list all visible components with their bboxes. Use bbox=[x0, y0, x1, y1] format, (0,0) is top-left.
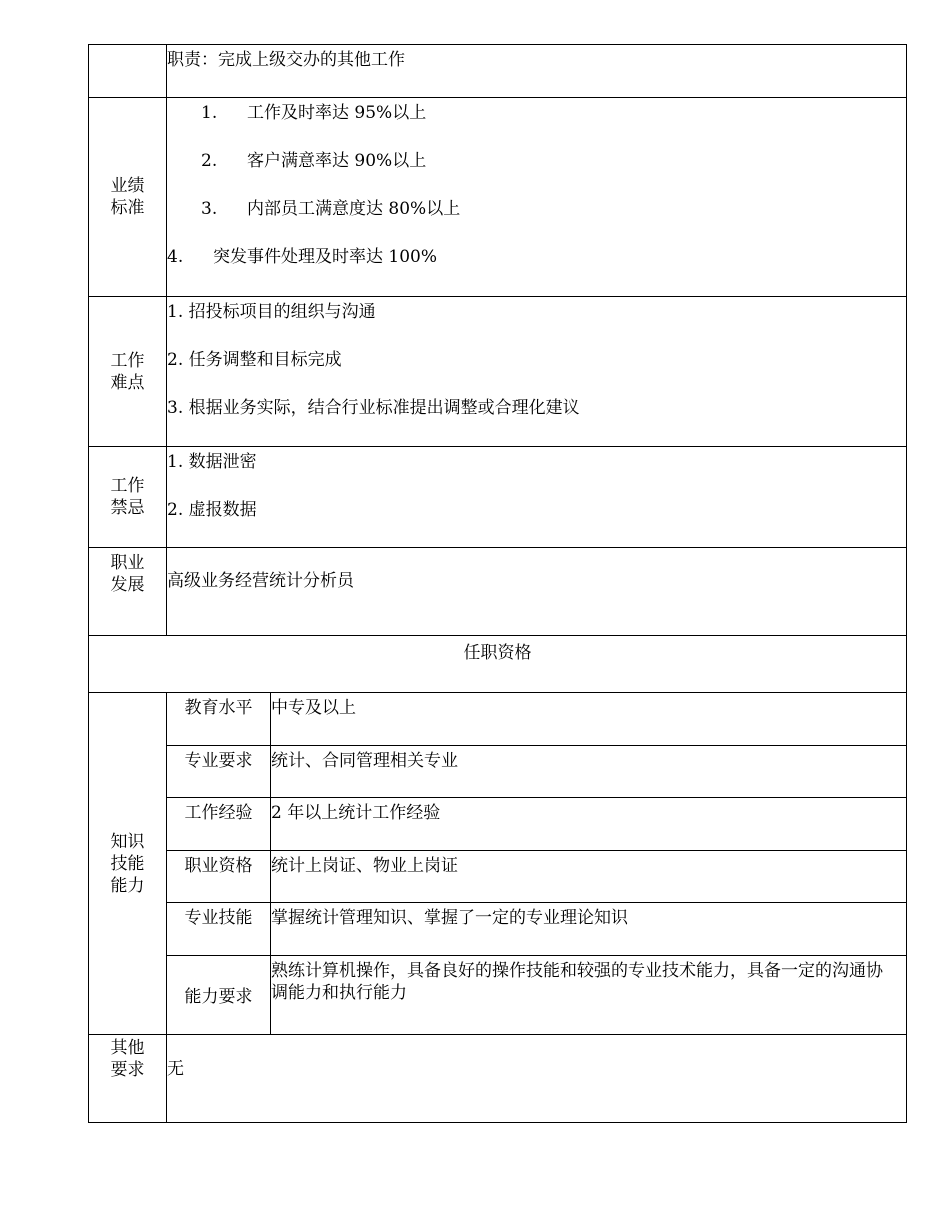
taboos-row bbox=[89, 447, 907, 548]
qualifications-header-row bbox=[89, 636, 907, 693]
taboos-content bbox=[167, 447, 907, 548]
knowledge-row bbox=[89, 903, 907, 956]
taboos-label bbox=[89, 447, 167, 548]
item-number: 3. bbox=[201, 199, 218, 219]
career-row bbox=[89, 548, 907, 636]
performance-content bbox=[167, 98, 907, 297]
knowledge-item-name: 工作经验 bbox=[167, 798, 271, 851]
career-label bbox=[89, 548, 167, 636]
other-text: 无 bbox=[167, 1058, 184, 1079]
career-label-line2: 发展 bbox=[110, 575, 145, 595]
difficulties-label-line2: 难点 bbox=[110, 372, 145, 393]
career-text: 高级业务经营统计分析员 bbox=[167, 571, 354, 591]
performance-label bbox=[89, 98, 167, 297]
other-content bbox=[167, 1035, 907, 1123]
knowledge-label bbox=[89, 693, 167, 1035]
taboo-item: 1. 数据泄密 bbox=[167, 452, 257, 472]
difficulties-label-line1: 工作 bbox=[110, 350, 145, 371]
performance-row bbox=[89, 98, 907, 297]
knowledge-item-value: 2 年以上统计工作经验 bbox=[271, 798, 907, 851]
performance-item bbox=[167, 246, 906, 268]
knowledge-row bbox=[89, 956, 907, 1035]
taboos-label-line2: 禁忌 bbox=[110, 498, 145, 518]
knowledge-item-name: 职业资格 bbox=[167, 851, 271, 903]
other-label-line1: 其他 bbox=[110, 1038, 145, 1058]
difficulty-item: 2. 任务调整和目标完成 bbox=[167, 350, 342, 370]
knowledge-item-value: 统计上岗证、物业上岗证 bbox=[271, 851, 907, 903]
item-text: 工作及时率达 95%以上 bbox=[247, 103, 427, 123]
career-label-line1: 职业 bbox=[110, 553, 145, 573]
item-text: 客户满意率达 90%以上 bbox=[247, 151, 427, 171]
difficulties-row bbox=[89, 297, 907, 447]
knowledge-item-value: 统计、合同管理相关专业 bbox=[271, 746, 907, 798]
item-text: 突发事件处理及时率达 100% bbox=[213, 247, 438, 267]
knowledge-label-line2: 技能 bbox=[110, 853, 145, 874]
difficulty-item: 3. 根据业务实际，结合行业标准提出调整或合理化建议 bbox=[167, 398, 580, 418]
knowledge-label-line3: 能力 bbox=[110, 875, 145, 896]
knowledge-row bbox=[89, 851, 907, 903]
knowledge-row bbox=[89, 746, 907, 798]
performance-item bbox=[167, 150, 906, 172]
taboo-item: 2. 虚报数据 bbox=[167, 500, 257, 520]
other-label-line2: 要求 bbox=[110, 1060, 145, 1080]
taboos-label-line1: 工作 bbox=[110, 476, 145, 496]
job-description-table bbox=[88, 44, 907, 1123]
difficulties-label bbox=[89, 297, 167, 447]
duties-label-cell bbox=[89, 45, 167, 98]
other-row bbox=[89, 1035, 907, 1123]
item-number: 4. bbox=[167, 247, 184, 267]
knowledge-item-value: 中专及以上 bbox=[271, 693, 907, 746]
knowledge-item-name: 能力要求 bbox=[167, 956, 271, 1035]
item-text: 内部员工满意度达 80%以上 bbox=[247, 199, 461, 219]
knowledge-row bbox=[89, 798, 907, 851]
performance-label-line1: 业绩 bbox=[110, 176, 145, 196]
knowledge-label-line1: 知识 bbox=[110, 831, 145, 852]
performance-label-line2: 标准 bbox=[110, 198, 145, 218]
duties-text bbox=[167, 45, 907, 98]
knowledge-item-value: 熟练计算机操作，具备良好的操作技能和较强的专业技术能力，具备一定的沟通协调能力和执行能力 bbox=[271, 956, 907, 1035]
knowledge-item-value: 掌握统计管理知识、掌握了一定的专业理论知识 bbox=[271, 903, 907, 956]
item-number: 2. bbox=[201, 151, 218, 171]
knowledge-item-name: 教育水平 bbox=[167, 693, 271, 746]
other-label bbox=[89, 1035, 167, 1123]
qualifications-title: 任职资格 bbox=[89, 636, 907, 693]
knowledge-row bbox=[89, 693, 907, 746]
performance-item bbox=[167, 198, 906, 220]
performance-item bbox=[167, 102, 906, 124]
duties-last-item: 职责：完成上级交办的其他工作 bbox=[167, 50, 405, 70]
knowledge-item-name: 专业要求 bbox=[167, 746, 271, 798]
duties-row bbox=[89, 45, 907, 98]
career-content bbox=[167, 548, 907, 636]
difficulty-item: 1. 招投标项目的组织与沟通 bbox=[167, 302, 376, 322]
item-number: 1. bbox=[201, 103, 218, 123]
difficulties-content bbox=[167, 297, 907, 447]
knowledge-item-name: 专业技能 bbox=[167, 903, 271, 956]
